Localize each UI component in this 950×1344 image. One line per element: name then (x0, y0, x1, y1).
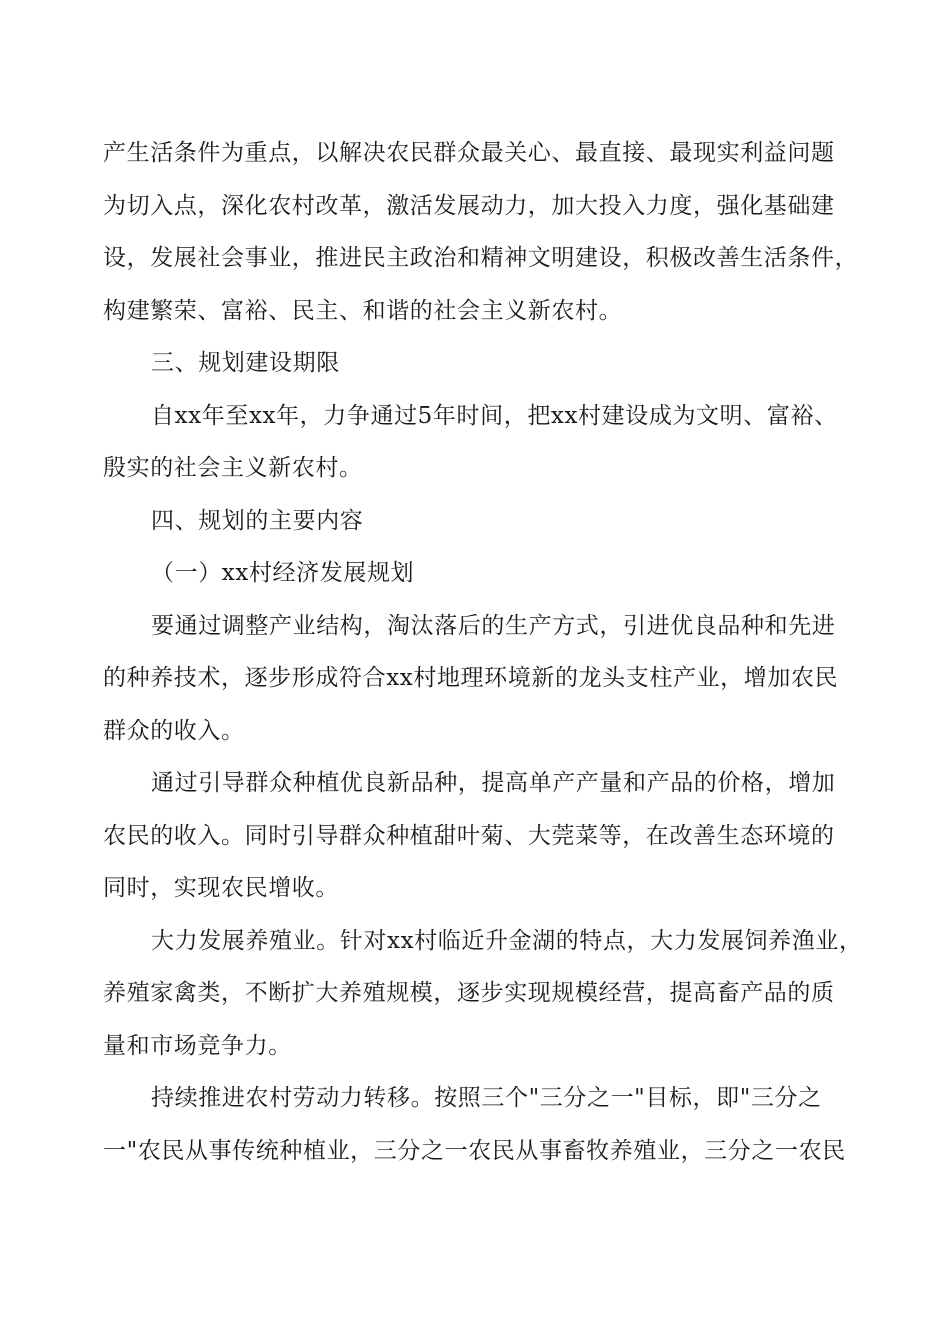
text-line: 量和市场竞争力。 (103, 1032, 292, 1059)
text-line: 要通过调整产业结构，淘汰落后的生产方式，引进优良品种和先进 (151, 612, 836, 639)
text-line: 构建繁荣、富裕、民主、和谐的社会主义新农村。 (103, 297, 623, 324)
text-line: 自xx年至xx年，力争通过5年时间，把xx村建设成为文明、富裕、 (151, 402, 838, 429)
text-line: 设，发展社会事业，推进民主政治和精神文明建设，积极改善生活条件， (103, 245, 859, 271)
paragraph-labor-transfer (103, 1072, 853, 1177)
text-line: 殷实的社会主义新农村。 (103, 455, 363, 481)
paragraph-planting (103, 757, 853, 915)
text-line: 的种养技术，逐步形成符合xx村地理环境新的龙头支柱产业，增加农民 (103, 665, 839, 691)
text-line: 通过引导群众种植优良新品种，提高单产产量和产品的价格，增加 (151, 770, 836, 796)
paragraph-period (103, 390, 853, 495)
text-line: 群众的收入。 (103, 717, 245, 744)
paragraph-industry (103, 600, 853, 758)
text-line: 养殖家禽类，不断扩大养殖规模，逐步实现规模经营，提高畜产品的质 (103, 980, 835, 1006)
text-line: 农民的收入。同时引导群众种植甜叶菊、大莞菜等，在改善生态环境的 (103, 822, 835, 849)
section-heading-period (103, 337, 853, 390)
subsection-heading-economy (103, 547, 853, 600)
heading-text: 三、规划建设期限 (151, 350, 340, 376)
paragraph-conditions (103, 127, 859, 337)
text-line: 大力发展养殖业。针对xx村临近升金湖的特点，大力发展饲养渔业， (151, 927, 863, 954)
heading-text: 四、规划的主要内容 (151, 507, 364, 534)
paragraph-breeding (103, 915, 863, 1073)
text-line: 产生活条件为重点，以解决农民群众最关心、最直接、最现实利益问题 (103, 140, 835, 166)
section-heading-content (103, 495, 853, 548)
heading-text: （一）xx村经济发展规划 (151, 560, 415, 586)
text-line: 为切入点，深化农村改革，激活发展动力，加大投入力度，强化基础建 (103, 192, 835, 219)
text-line: 一"农民从事传统种植业，三分之一农民从事畜牧养殖业，三分之一农民 (103, 1137, 846, 1164)
text-line: 同时，实现农民增收。 (103, 875, 339, 901)
document-body (103, 127, 863, 1177)
text-line: 持续推进农村劳动力转移。按照三个"三分之一"目标，即"三分之 (151, 1085, 822, 1111)
